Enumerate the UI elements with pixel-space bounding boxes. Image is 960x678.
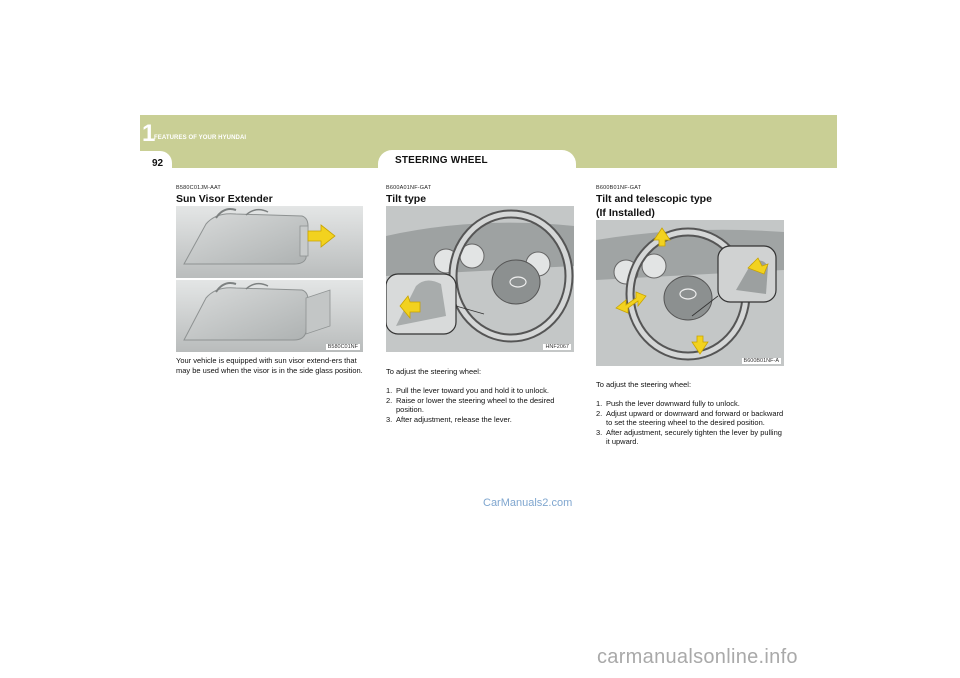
col3-heading-line2: (If Installed) bbox=[596, 207, 655, 219]
figure-label: HNF2067 bbox=[545, 344, 569, 350]
footer-logo: carmanualsonline.info bbox=[597, 646, 798, 668]
list-item: 1. Push the lever downward fully to unlock. bbox=[596, 399, 740, 408]
sun-visor-illustration bbox=[176, 206, 363, 352]
list-item: 2. Adjust upward or downward and forward or backward to set the steering wheel to the desired position. bbox=[596, 408, 784, 428]
col2-code: B600A01NF-GAT bbox=[386, 185, 432, 191]
watermark-link[interactable]: CarManuals2.com bbox=[483, 497, 573, 509]
col2-heading: Tilt type bbox=[386, 193, 427, 205]
list-item: 3. After adjustment, securely tighten the lever by pulling it upward. bbox=[596, 427, 782, 447]
page-number: 92 bbox=[152, 158, 164, 169]
col3-intro: To adjust the steering wheel: bbox=[596, 380, 692, 389]
col1-heading: Sun Visor Extender bbox=[176, 193, 273, 205]
chapter-title: FEATURES OF YOUR HYUNDAI bbox=[154, 135, 247, 141]
section-title: STEERING WHEEL bbox=[395, 155, 488, 166]
tilt-steering-figure bbox=[386, 206, 574, 352]
col2-intro: To adjust the steering wheel: bbox=[386, 367, 482, 376]
list-item: 1. Pull the lever toward you and hold it to unlock. bbox=[386, 386, 550, 395]
col3-heading-line1: Tilt and telescopic type bbox=[596, 193, 712, 205]
col2-steps bbox=[386, 386, 574, 424]
col1-code: B580C01JM-AAT bbox=[176, 185, 221, 191]
sun-visor-figure bbox=[176, 206, 363, 352]
list-item: 2. Raise or lower the steering wheel to the desired position. bbox=[386, 395, 555, 415]
list-item: 3. After adjustment, release the lever. bbox=[386, 414, 512, 424]
tilt-steering-illustration bbox=[386, 206, 574, 352]
telescopic-steering-figure bbox=[596, 220, 784, 366]
telescopic-steering-illustration bbox=[596, 220, 784, 366]
figure-label: B600B01NF-A bbox=[743, 358, 779, 364]
col1-body: Your vehicle is equipped with sun visor extend-ers that may be used when the visor is in the side glass position. bbox=[176, 356, 363, 375]
figure-label: B580C01NF bbox=[327, 344, 358, 350]
chapter-number: 1 bbox=[142, 120, 156, 147]
col3-steps bbox=[596, 399, 784, 447]
col3-code: B600B01NF-GAT bbox=[596, 185, 642, 191]
